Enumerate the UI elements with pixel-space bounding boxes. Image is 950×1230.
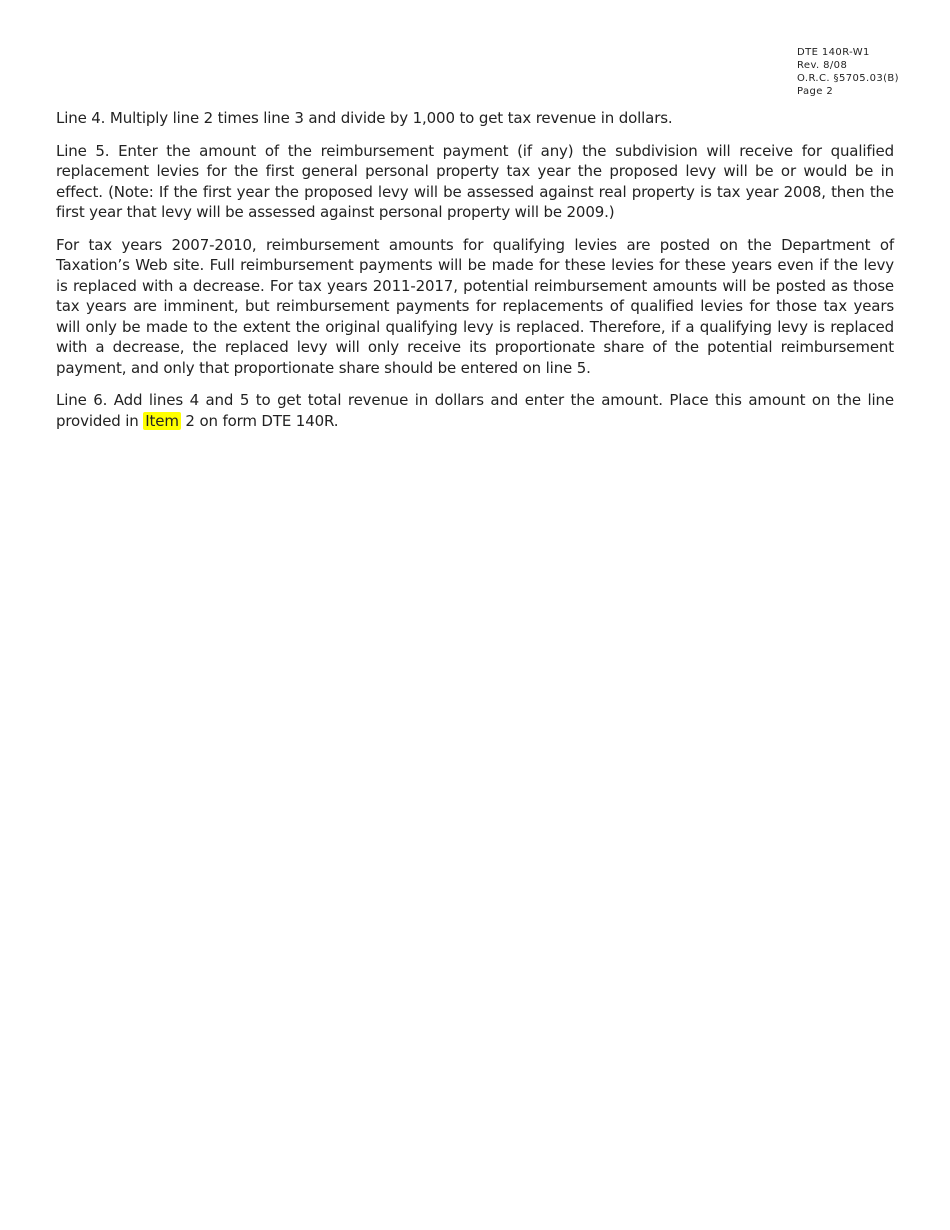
revision-date: Rev. 8/08 — [797, 60, 848, 71]
statute-reference: O.R.C. §5705.03(B) — [797, 73, 899, 84]
line-5-label: Line 5. — [56, 141, 110, 160]
line-5-text: Enter the amount of the reimbursement payment (if any) the subdivision will receive for qualified replacement levies for the first general personal property tax year the proposed levy will be or would be in effect. (Note: If the first year the proposed levy will be assessed against real property is tax year 2008, then the first year that levy will be assessed against personal property will be 2009.) — [56, 141, 894, 221]
line-6-text-end: 2 on form DTE 140R. — [180, 411, 339, 430]
highlighted-item-text: Item — [145, 411, 179, 430]
form-number: DTE 140R-W1 — [797, 47, 870, 58]
reimbursement-paragraph: For tax years 2007-2010, reimbursement amounts for qualifying levies are posted on the Department of Taxation’s Web site. Full reimbursement payments will be made for these levies for these years even if the levy is replaced with a decrease. For tax years 2011-2017, potential reimbursement amounts will be posted as those tax years are imminent, but reimbursement payments for replacements of qualified levies for those tax years will only be made to the extent the original qualifying levy is replaced. Therefore, if a qualifying levy is replaced with a decrease, the replaced levy will only receive its proportionate share of the potential reimbursement payment, and only that proportionate share should be entered on line 5. — [56, 235, 894, 377]
line-4-text: Multiply line 2 times line 3 and divide by 1,000 to get tax revenue in dollars. — [105, 109, 673, 127]
page-number: Page 2 — [797, 86, 834, 97]
line-4-label: Line 4. — [56, 109, 106, 127]
line-5-instruction — [56, 141, 894, 223]
line-6-instruction — [56, 390, 894, 431]
instructions-body — [56, 108, 894, 443]
line-6-label: Line 6. — [56, 391, 108, 409]
line-4-instruction — [56, 108, 894, 129]
form-identifier — [797, 46, 899, 98]
line-6-text: Add lines 4 and 5 to get total revenue in dollars and enter the amount. Place this amount on the line provided in — [56, 391, 894, 430]
